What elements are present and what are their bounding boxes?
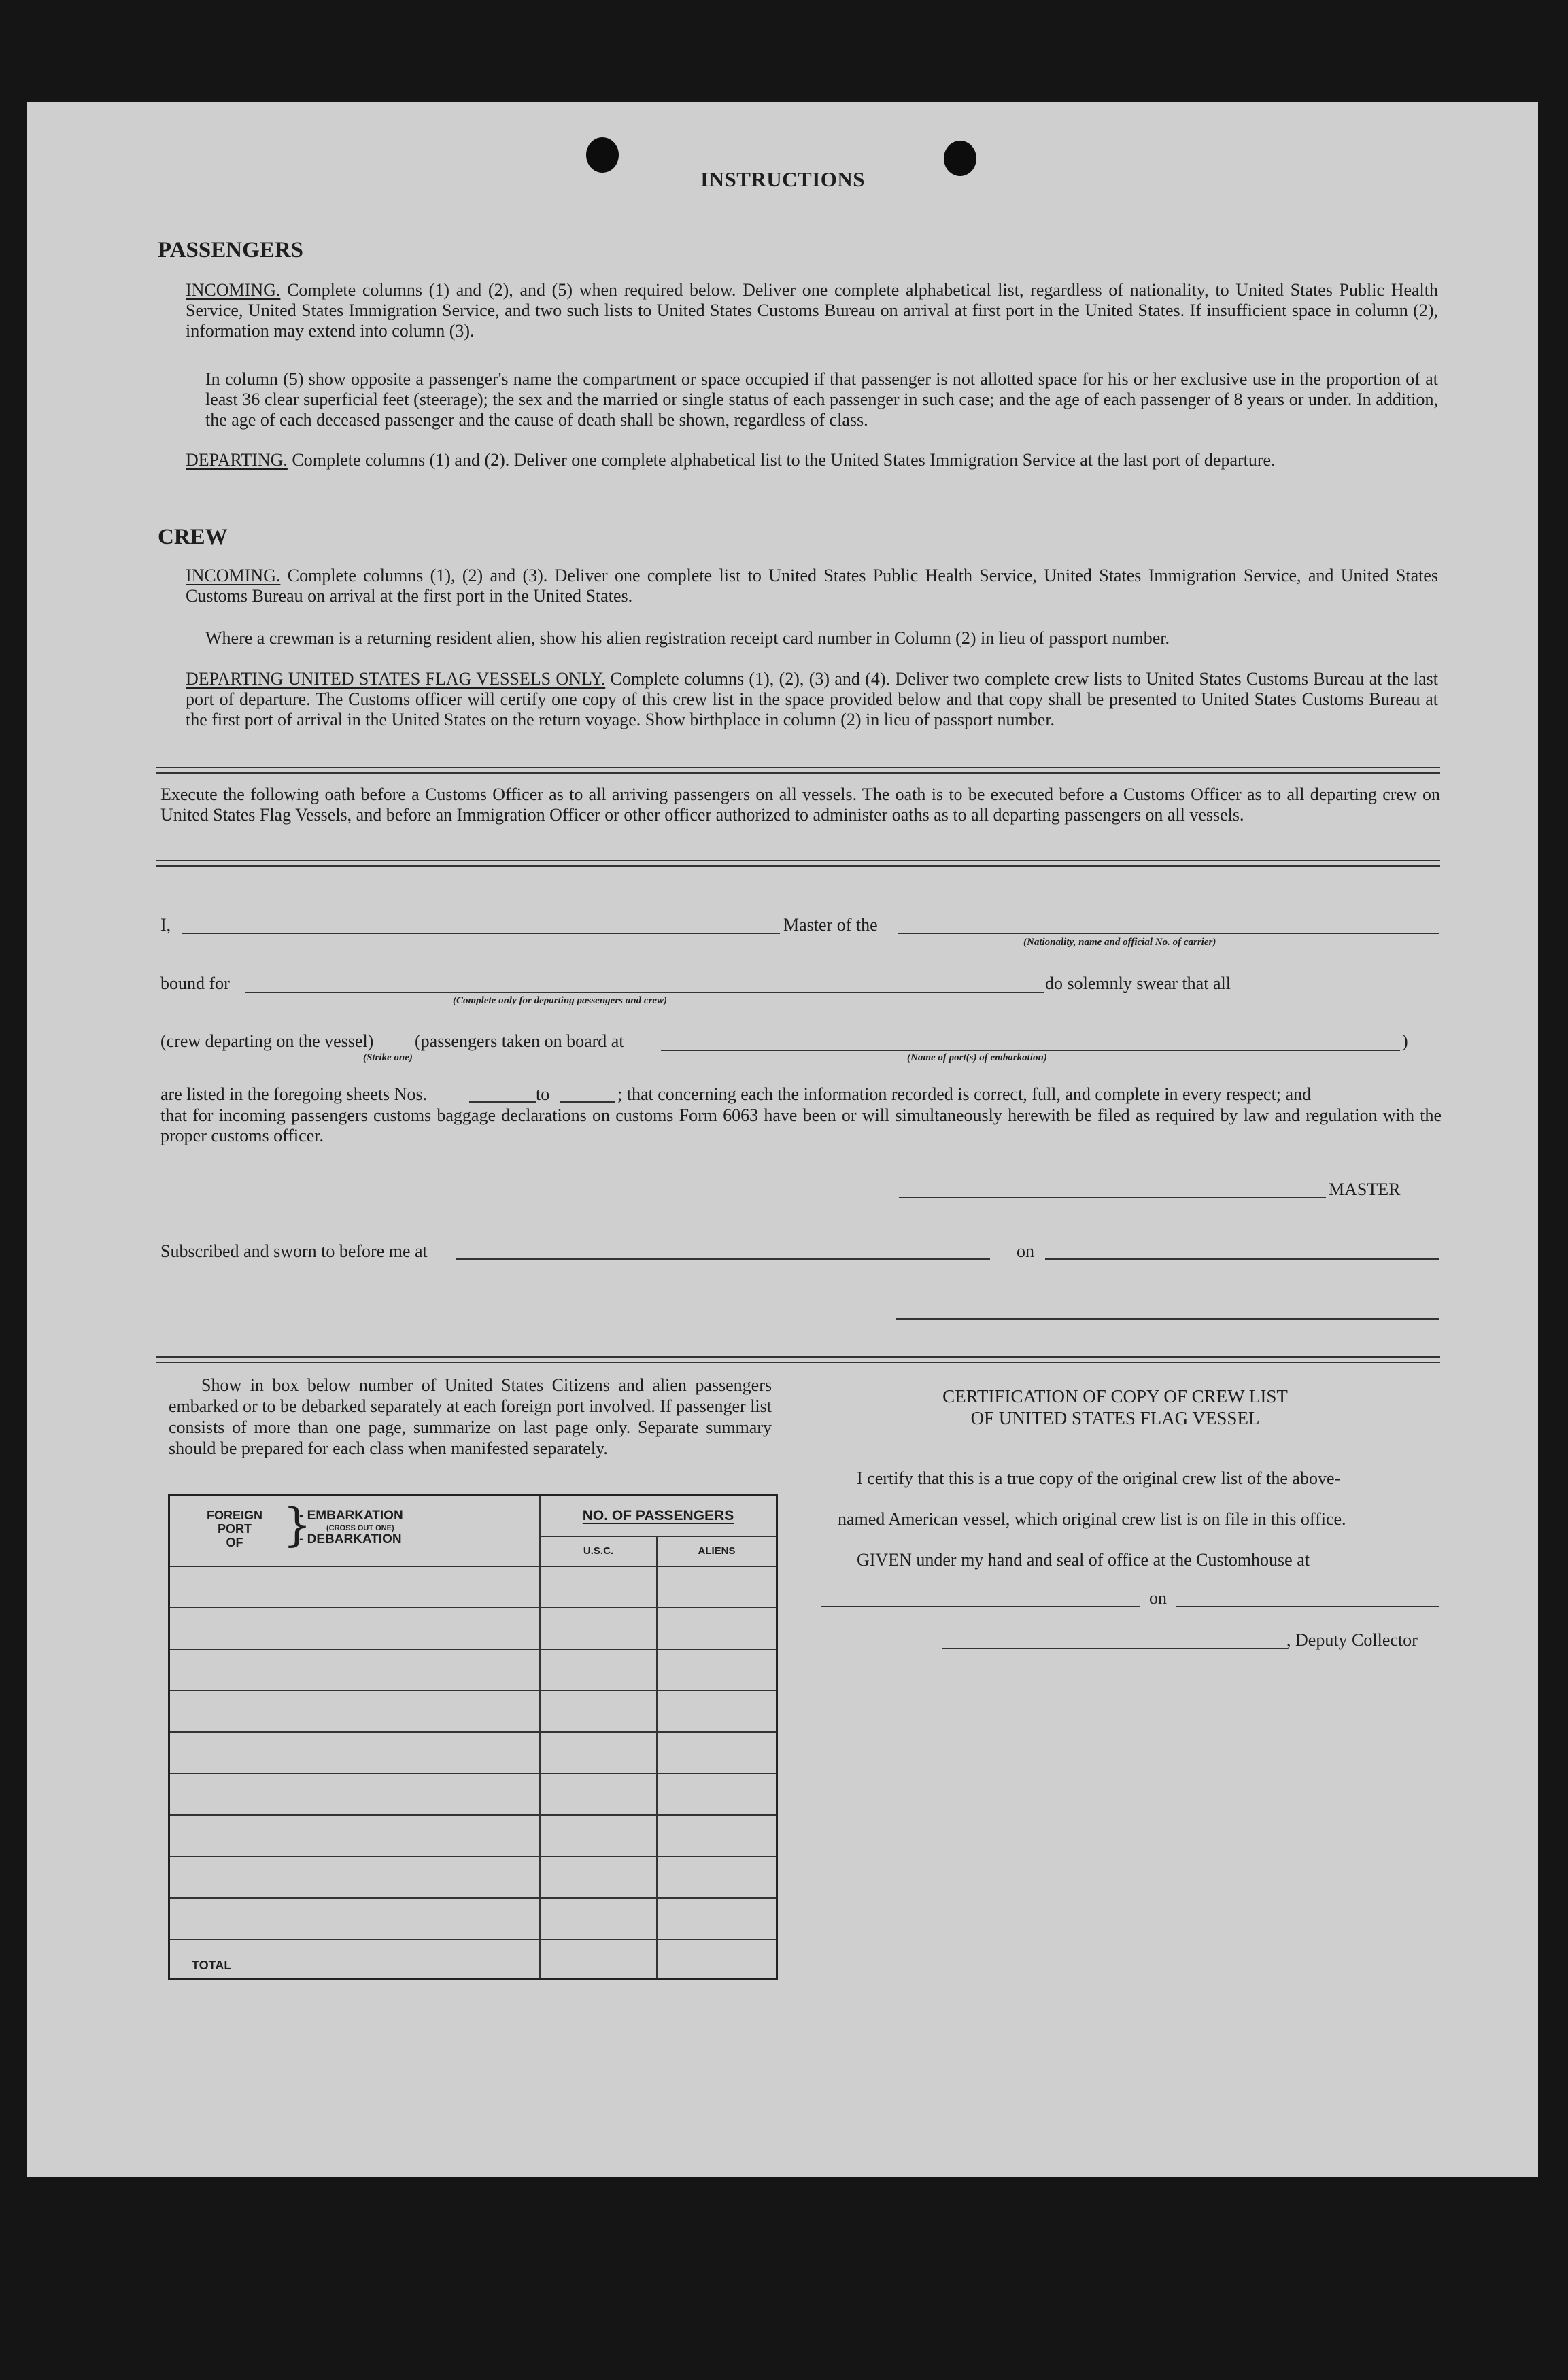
passengers-incoming-label: INCOMING. [186,280,281,300]
swear-label: do solemnly swear that all [1045,973,1231,993]
punch-hole-right [944,141,976,176]
total-row [169,1939,777,1980]
port-cell[interactable] [169,1608,541,1649]
embarkation-label: - EMBARKATION [299,1508,403,1523]
total-label: TOTAL [192,1959,232,1972]
table-row[interactable] [169,1898,777,1939]
master-signature-field[interactable] [899,1197,1326,1198]
deputy-collector-signature-field[interactable] [942,1648,1287,1649]
master-of-the-label: Master of the [783,915,878,935]
port-caption: (Name of port(s) of embarkation) [907,1052,1047,1063]
master-name-field[interactable] [182,933,780,934]
table-row[interactable] [169,1815,777,1857]
total-aliens-cell[interactable] [657,1939,777,1980]
port-cell[interactable] [169,1815,541,1857]
passengers-taken-option: (passengers taken on board at [415,1031,624,1051]
aliens-cell[interactable] [657,1649,777,1691]
oath-i-label: I, [160,915,171,935]
sworn-place-field[interactable] [456,1258,990,1260]
total-usc-cell[interactable] [540,1939,657,1980]
listed-suffix: ; that concerning each the information recorded is correct, full, and complete in every respect; and [617,1084,1312,1104]
aliens-cell[interactable] [657,1857,777,1898]
total-label-cell [169,1939,541,1980]
sworn-date-field[interactable] [1045,1258,1439,1260]
crew-departing-label: DEPARTING UNITED STATES FLAG VESSELS ONLY. [186,669,606,689]
usc-cell[interactable] [540,1732,657,1774]
deputy-collector-label: , Deputy Collector [1286,1630,1418,1650]
certify-line2: named American vessel, which original crew list is on file in this office. [838,1509,1346,1529]
sworn-on-label: on [1017,1241,1034,1261]
aliens-cell[interactable] [657,1732,777,1774]
foreign-port-header [169,1496,541,1566]
bound-for-field[interactable] [245,992,1044,993]
listed-rest: that for incoming passengers customs baggage declarations on customs Form 6063 have been or will simultaneously herewith be filed as required by law and regulation with the proper customs officer. [160,1105,1442,1145]
usc-cell[interactable] [540,1898,657,1939]
aliens-cell[interactable] [657,1608,777,1649]
summary-instructions: Show in box below number of United States Citizens and alien passengers embarked or to be debarked separately at each foreign port involved. If passenger list consists of more than one page, summarize on last page only. Separate summary should be prepared for each class when manifested separately. [169,1375,772,1458]
table-row[interactable] [169,1608,777,1649]
usc-cell[interactable] [540,1691,657,1732]
passengers-departing-paragraph [186,450,1438,470]
usc-cell[interactable] [540,1774,657,1815]
crew-departing-option: (crew departing on the vessel) [160,1031,374,1051]
listed-prefix: are listed in the foregoing sheets Nos. [160,1084,428,1104]
divider [156,860,1440,867]
customhouse-field[interactable] [821,1606,1140,1607]
strike-one-caption: (Strike one) [363,1052,413,1063]
certify-line1: I certify that this is a true copy of the original crew list of the above- [857,1468,1341,1488]
crew-incoming-text: Complete columns (1), (2) and (3). Deliver one complete list to United States Public Health Service, United States Immigration Service, and United States Customs Bureau on arrival at the first port in the United States. [186,566,1439,606]
sheet-to-field[interactable] [560,1101,615,1103]
passengers-heading: PASSENGERS [158,238,303,262]
page-title: INSTRUCTIONS [700,167,866,191]
bound-for-label: bound for [160,973,230,993]
crew-heading: CREW [158,525,228,549]
cross-out-label: (CROSS OUT ONE) [326,1524,394,1532]
given-text: GIVEN under my hand and seal of office at the Customhouse at [857,1550,1310,1570]
certification-on-label: on [1149,1588,1167,1608]
aliens-cell[interactable] [657,1774,777,1815]
usc-cell[interactable] [540,1608,657,1649]
passengers-incoming-text: Complete columns (1) and (2), and (5) when required below. Deliver one complete alphabetical list, regardless of nationality, to United States Public Health Service, United States Immigration Service, and two such lists to United States Customs Bureau on arrival at first port in the United States. If insufficient space in column (2), information may extend into column (3). [186,280,1438,341]
passengers-incoming-paragraph [186,280,1438,341]
oath-intro: Execute the following oath before a Customs Officer as to all arriving passengers on all vessels. The oath is to be executed before a Customs Officer as to all departing crew on United States Flag Vessels, and before an Immigration Officer or other officer authorized to administer oaths as to all departing passengers on all vessels. [160,784,1440,825]
to-label: to [536,1084,550,1104]
port-cell[interactable] [169,1774,541,1815]
debarkation-label: - DEBARKATION [299,1532,402,1547]
carrier-caption: (Nationality, name and official No. of carrier) [1023,937,1216,948]
port-cell[interactable] [169,1732,541,1774]
passenger-summary-table [168,1494,778,1980]
passengers-column5-paragraph: In column (5) show opposite a passenger's name the compartment or space occupied if that passenger is not allotted space for his or her exclusive use in the proportion of at least 36 clear superficial feet (steerage); the sex and the married or single status of each passenger in such case; and the age of each passenger of 8 years or under. In addition, the age of each deceased passenger and the cause of death shall be shown, regardless of class. [205,369,1438,430]
table-row[interactable] [169,1691,777,1732]
crew-incoming-paragraph [186,566,1438,606]
passengers-departing-label: DEPARTING. [186,450,288,470]
sheet-from-field[interactable] [469,1101,536,1103]
officer-signature-field[interactable] [896,1318,1439,1320]
table-row[interactable] [169,1649,777,1691]
port-cell[interactable] [169,1857,541,1898]
certification-date-field[interactable] [1176,1606,1439,1607]
divider [156,1356,1440,1363]
table-row[interactable] [169,1774,777,1815]
certification-title [830,1385,1401,1429]
divider [156,767,1440,774]
aliens-cell[interactable] [657,1691,777,1732]
master-label: MASTER [1329,1179,1401,1199]
punch-hole-left [586,137,619,173]
bound-for-caption: (Complete only for departing passengers and crew) [453,995,667,1006]
usc-header [540,1536,657,1566]
usc-label: U.S.C. [583,1545,614,1557]
certification-title-line1: CERTIFICATION OF COPY OF CREW LIST [942,1386,1288,1407]
table-row[interactable] [169,1732,777,1774]
foreign-port-of-label [193,1508,276,1549]
aliens-cell[interactable] [657,1898,777,1939]
no-passengers-header [540,1496,777,1536]
aliens-header [657,1536,777,1566]
usc-cell[interactable] [540,1649,657,1691]
form-page [27,102,1538,2177]
embarkation-port-field[interactable] [661,1050,1400,1051]
aliens-cell[interactable] [657,1815,777,1857]
table-row[interactable] [169,1566,777,1608]
crew-resident-paragraph: Where a crewman is a returning resident alien, show his alien registration receipt card number in Column (2) in lieu of passport number. [205,628,1170,648]
port-cell[interactable] [169,1898,541,1939]
crew-departing-paragraph [186,669,1438,730]
passengers-departing-text: Complete columns (1) and (2). Deliver one complete alphabetical list to the United States Immigration Service at the last port of departure. [292,450,1276,470]
subscribed-label: Subscribed and sworn to before me at [160,1241,428,1261]
usc-cell[interactable] [540,1815,657,1857]
carrier-field[interactable] [898,933,1439,934]
port-cell[interactable] [169,1691,541,1732]
certification-title-line2: OF UNITED STATES FLAG VESSEL [970,1408,1260,1428]
of-word: OF [226,1536,243,1549]
foreign-word: FOREIGN [206,1508,262,1522]
table-row[interactable] [169,1857,777,1898]
aliens-label: ALIENS [698,1545,736,1557]
close-paren: ) [1402,1031,1408,1051]
port-word: PORT [217,1522,252,1536]
port-cell[interactable] [169,1566,541,1608]
usc-cell[interactable] [540,1566,657,1608]
usc-cell[interactable] [540,1857,657,1898]
no-passengers-label: NO. OF PASSENGERS [582,1507,734,1523]
port-cell[interactable] [169,1649,541,1691]
left-brace-icon: } [283,1499,311,1551]
crew-departing-text: Complete columns (1), (2), (3) and (4). Deliver two complete crew lists to United States Customs Bureau at the last port of departure. The Customs officer will certify one copy of this crew list in the space provided below and that copy shall be presented to United States Customs Bureau at the first port of arrival in the United States on the return voyage. Show birthplace in column (2) in lieu of passport number. [186,669,1439,729]
crew-incoming-label: INCOMING. [186,566,281,585]
aliens-cell[interactable] [657,1566,777,1608]
